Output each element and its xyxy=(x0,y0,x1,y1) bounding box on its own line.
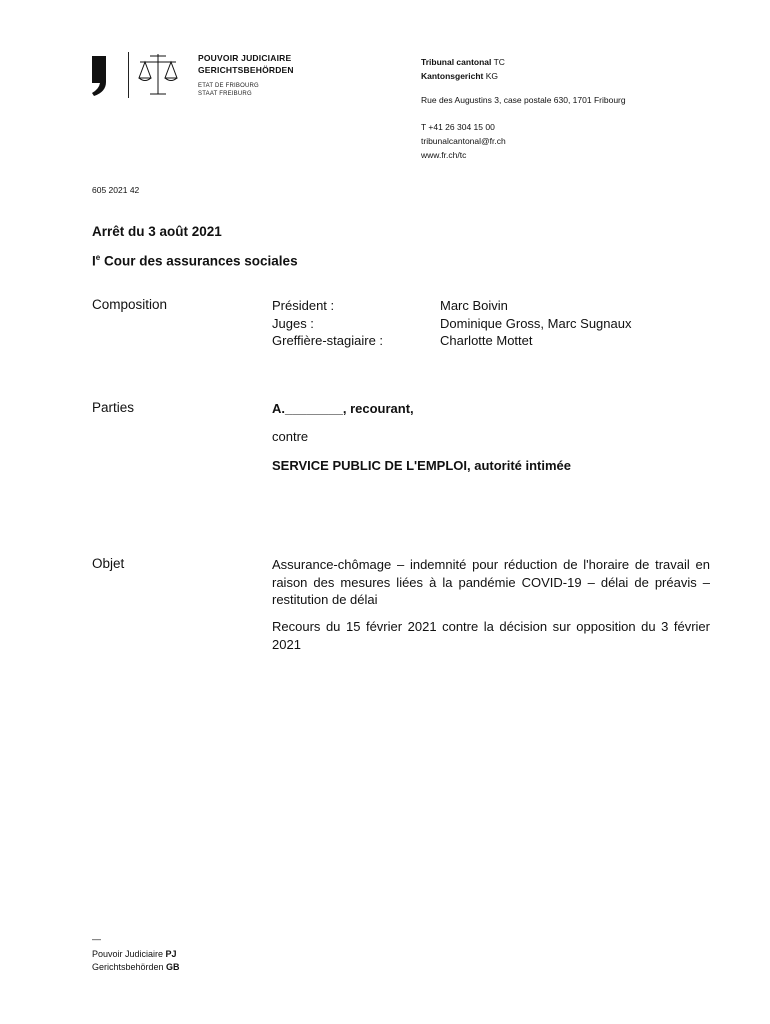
name-president: Marc Boivin xyxy=(440,298,508,313)
footer-abbr-de: GB xyxy=(166,962,180,972)
court-chamber-title xyxy=(92,253,298,269)
composition-names xyxy=(440,297,631,350)
email-link[interactable]: tribunalcantonal@fr.ch xyxy=(421,136,506,146)
case-reference: 605 2021 42 xyxy=(92,185,140,195)
org-name-fr: POUVOIR JUDICIAIRE xyxy=(198,53,292,63)
party-respondent: SERVICE PUBLIC DE L'EMPLOI, autorité intimée xyxy=(272,458,572,473)
role-judges: Juges : xyxy=(272,315,314,331)
chamber-number: I xyxy=(92,253,96,269)
org-state-de: STAAT FREIBURG xyxy=(198,91,252,97)
canton-logo-mark xyxy=(90,52,120,103)
court-name xyxy=(421,55,505,83)
court-contact xyxy=(421,120,506,162)
judgment-title: Arrêt du 3 août 2021 xyxy=(92,224,222,239)
court-address: Rue des Augustins 3, case postale 630, 1701 Fribourg xyxy=(421,95,626,105)
footer xyxy=(92,948,180,974)
party-versus: contre xyxy=(272,429,309,444)
court-abbr-de: KG xyxy=(483,71,498,81)
org-name xyxy=(198,52,294,76)
name-clerk: Charlotte Mottet xyxy=(440,333,533,348)
name-judges: Dominique Gross, Marc Sugnaux xyxy=(440,315,632,331)
composition-roles xyxy=(272,297,383,350)
subject-description: Assurance-chômage – indemnité pour réduction de l'horaire de travail en raison des mesures liées à la pandémie COVID-19 – délai de préavis – restitution de délai xyxy=(272,557,710,607)
footer-org-de: Gerichtsbehörden xyxy=(92,962,167,972)
court-name-fr: Tribunal cantonal xyxy=(421,57,492,67)
logo-divider xyxy=(128,52,129,98)
scales-of-justice-icon xyxy=(136,52,180,103)
phone: T +41 26 304 15 00 xyxy=(421,122,495,132)
composition-label: Composition xyxy=(92,297,168,312)
court-name-de: Kantonsgericht xyxy=(421,71,484,81)
chamber-name: Cour des assurances sociales xyxy=(100,253,298,269)
chamber-ordinal: e xyxy=(95,253,101,262)
parties-label: Parties xyxy=(92,400,135,415)
role-clerk: Greffière-stagiaire : xyxy=(272,333,384,348)
org-name-de: GERICHTSBEHÖRDEN xyxy=(198,65,294,75)
footer-dash: — xyxy=(92,934,101,944)
org-state-fr: ETAT DE FRIBOURG xyxy=(198,83,259,89)
org-state xyxy=(198,82,259,98)
website-link[interactable]: www.fr.ch/tc xyxy=(421,150,467,160)
subject-label: Objet xyxy=(92,556,125,571)
footer-org-fr: Pouvoir Judiciaire xyxy=(92,949,166,959)
party-appellant: A.________, recourant, xyxy=(272,401,414,416)
footer-abbr-fr: PJ xyxy=(165,949,177,959)
court-abbr-fr: TC xyxy=(491,57,505,67)
role-president: Président : xyxy=(272,298,335,313)
appeal-description: Recours du 15 février 2021 contre la décision sur opposition du 3 février 2021 xyxy=(272,619,710,652)
